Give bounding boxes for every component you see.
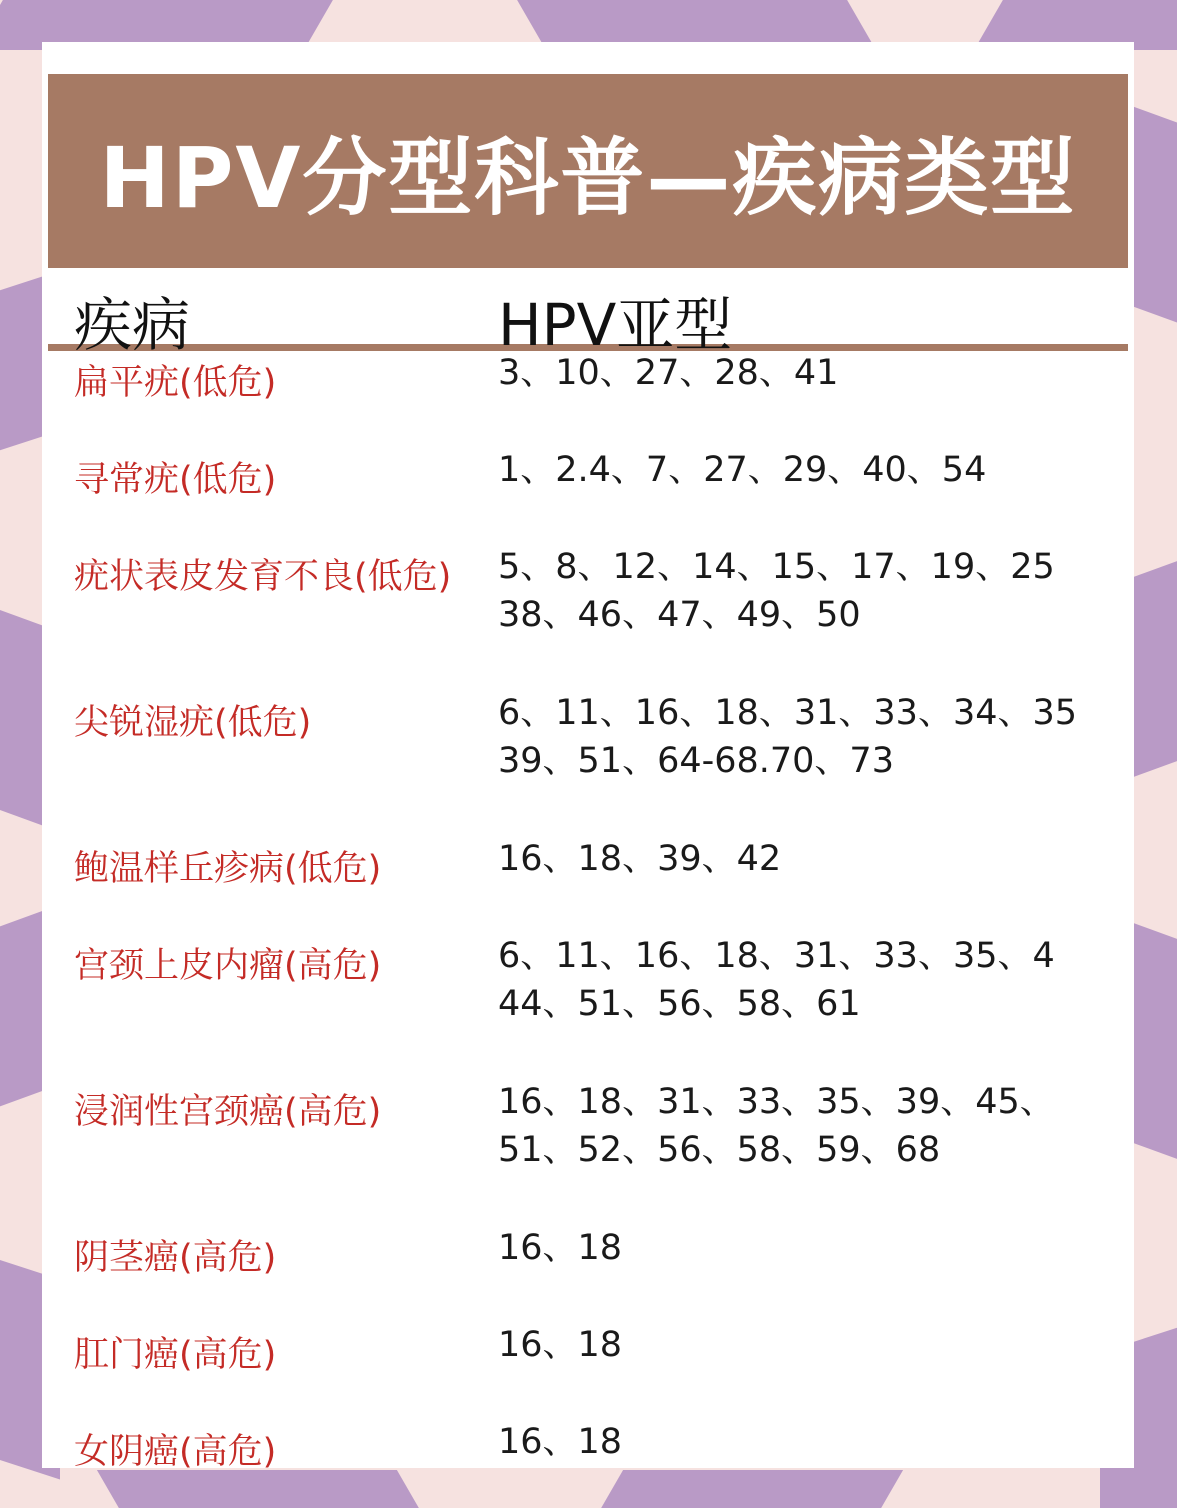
hpv-subtypes [498, 932, 1055, 1028]
hpv-subtypes-line: 6、11、16、18、31、33、35、4 [498, 936, 1055, 976]
title-banner [48, 74, 1128, 268]
hpv-subtypes [498, 1418, 622, 1466]
disease-name: 尖锐湿疣(低危) [74, 703, 312, 743]
hpv-subtypes [498, 835, 781, 883]
hpv-subtypes [498, 1078, 1055, 1174]
hpv-subtypes-line: 38、46、47、49、50 [498, 595, 861, 635]
hpv-subtypes-line: 39、51、64-68.70、73 [498, 741, 894, 781]
header-hpv-types: HPV亚型 [498, 291, 733, 359]
page-title: HPV分型科普—疾病类型 [99, 128, 1077, 227]
info-card [42, 42, 1134, 1472]
hpv-subtypes-line: 16、18、39、42 [498, 839, 782, 879]
disease-name: 肛门癌(高危) [74, 1335, 277, 1375]
hpv-subtypes-line: 51、52、56、58、59、68 [498, 1130, 941, 1170]
hpv-subtypes-line: 1、2.4、7、27、29、40、54 [498, 450, 987, 490]
disease-name: 鲍温样丘疹病(低危) [74, 849, 382, 889]
hpv-subtypes [498, 349, 838, 397]
table-header [48, 268, 1128, 359]
hpv-subtypes-line: 5、8、12、14、15、17、19、25 [498, 547, 1055, 587]
hpv-subtypes-line: 16、18 [498, 1422, 623, 1462]
header-disease: 疾病 [74, 291, 191, 359]
disease-name: 浸润性宫颈癌(高危) [74, 1092, 382, 1132]
disease-name: 宫颈上皮内瘤(高危) [74, 946, 382, 986]
hpv-subtypes [498, 543, 1055, 639]
hpv-subtypes-line: 44、51、56、58、61 [498, 984, 861, 1024]
hpv-subtypes [498, 689, 1077, 785]
hpv-subtypes-line: 3、10、27、28、41 [498, 353, 839, 393]
hpv-subtypes [498, 446, 986, 494]
disease-name: 阴茎癌(高危) [74, 1238, 277, 1278]
hpv-subtypes-line: 16、18、31、33、35、39、45、 [498, 1082, 1055, 1122]
hpv-subtypes-line: 6、11、16、18、31、33、34、35 [498, 693, 1078, 733]
hpv-subtypes-line: 16、18 [498, 1228, 623, 1268]
hpv-subtypes [498, 1321, 622, 1369]
disease-name: 疣状表皮发育不良(低危) [74, 557, 452, 597]
disease-name: 寻常疣(低危) [74, 460, 277, 500]
hpv-subtypes [498, 1224, 622, 1272]
disease-name: 女阴癌(高危) [74, 1432, 277, 1472]
disease-name: 扁平疣(低危) [74, 363, 277, 403]
hpv-subtypes-line: 16、18 [498, 1325, 623, 1365]
